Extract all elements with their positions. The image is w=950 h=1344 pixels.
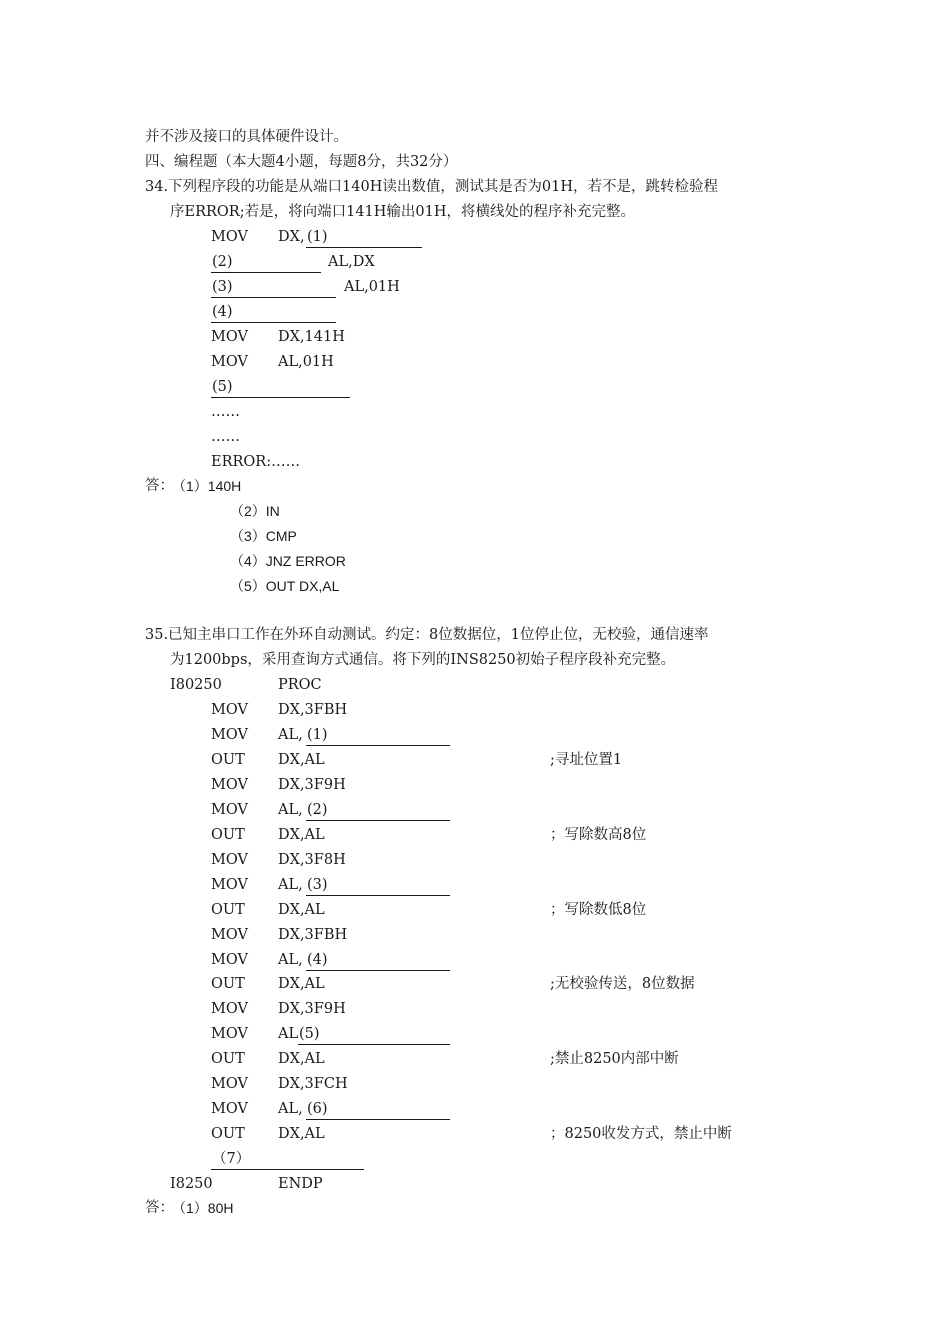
code-op: MOV xyxy=(211,727,248,743)
answer-blank[interactable]: (2) xyxy=(306,800,450,821)
endp-keyword: ENDP xyxy=(278,1176,323,1192)
code-op: MOV xyxy=(211,1076,248,1092)
code-comment: ;禁止8250内部中断 xyxy=(550,1051,679,1067)
code-op: MOV xyxy=(211,952,248,968)
code-error-label: ERROR:…… xyxy=(211,454,301,470)
code-op: MOV xyxy=(211,329,248,345)
q34-answer-5: （5）OUT DX,AL xyxy=(230,578,340,594)
answer-blank[interactable]: (5) xyxy=(211,377,350,398)
answer-blank[interactable]: (3) xyxy=(211,277,336,298)
code-arg: AL, xyxy=(278,877,303,893)
code-op: OUT xyxy=(211,902,245,918)
answer-blank[interactable]: (1) xyxy=(306,725,450,746)
code-arg: AL, xyxy=(278,1101,303,1117)
code-arg: DX,3F9H xyxy=(278,777,346,793)
q34-text-line1: 34.下列程序段的功能是从端口140H读出数值，测试其是否为01H，若不是，跳转检验程 xyxy=(145,179,718,195)
code-op: MOV xyxy=(211,229,248,245)
code-arg: AL,01H xyxy=(344,279,400,295)
code-op: MOV xyxy=(211,354,248,370)
code-arg: AL, xyxy=(278,727,303,743)
code-ellipsis: …… xyxy=(211,429,240,445)
answer-blank[interactable]: (5) xyxy=(298,1024,450,1045)
code-arg: DX,3F9H xyxy=(278,1001,346,1017)
code-arg: AL,01H xyxy=(278,354,334,370)
code-comment: ；写除数低8位 xyxy=(550,902,647,918)
answer-blank[interactable]: (4) xyxy=(306,950,450,971)
code-op: MOV xyxy=(211,927,248,943)
code-op: OUT xyxy=(211,827,245,843)
intro-line: 并不涉及接口的具体硬件设计。 xyxy=(145,129,348,145)
code-comment: ;无校验传送，8位数据 xyxy=(550,976,695,992)
q34-answer-2: （2）IN xyxy=(230,503,280,519)
code-op: MOV xyxy=(211,1001,248,1017)
code-op: MOV xyxy=(211,877,248,893)
code-arg: DX,AL xyxy=(278,902,325,918)
answer-blank[interactable]: （7） xyxy=(211,1149,364,1170)
answer-blank[interactable]: (3) xyxy=(306,875,450,896)
code-comment: ；8250收发方式，禁止中断 xyxy=(550,1126,732,1142)
code-op: MOV xyxy=(211,1026,248,1042)
code-op: MOV xyxy=(211,702,248,718)
q35-text-line1: 35.已知主串口工作在外环自动测试。约定：8位数据位，1位停止位，无校验，通信速率 xyxy=(145,627,709,643)
code-op: OUT xyxy=(211,1051,245,1067)
code-arg: DX,141H xyxy=(278,329,345,345)
q35-text-line2: 为1200bps，采用查询方式通信。将下列的INS8250初始子程序段补充完整。 xyxy=(170,652,676,668)
answer-blank[interactable]: (1) xyxy=(306,227,422,248)
code-arg: AL, xyxy=(278,952,303,968)
code-op: OUT xyxy=(211,1126,245,1142)
q34-answer-label: 答： xyxy=(145,478,174,494)
code-arg: AL,DX xyxy=(328,254,375,270)
code-arg: DX,3F8H xyxy=(278,852,346,868)
code-op: MOV xyxy=(211,802,248,818)
code-ellipsis: …… xyxy=(211,404,240,420)
q35-answer-1: （1）80H xyxy=(172,1200,234,1216)
code-arg: DX, xyxy=(278,229,305,245)
section-heading: 四、编程题（本大题4小题，每题8分，共32分） xyxy=(145,154,458,170)
code-arg: DX,AL xyxy=(278,1051,325,1067)
proc-name: I80250 xyxy=(170,677,222,693)
code-arg: AL xyxy=(278,1026,299,1042)
answer-blank[interactable]: (2) xyxy=(211,252,321,273)
code-arg: DX,3FBH xyxy=(278,702,348,718)
code-arg: DX,AL xyxy=(278,1126,325,1142)
answer-blank[interactable]: (6) xyxy=(306,1099,450,1120)
q35-answer-label: 答： xyxy=(145,1200,174,1216)
q34-answer-1: （1）140H xyxy=(172,478,242,494)
proc-keyword: PROC xyxy=(278,677,322,693)
code-op: MOV xyxy=(211,1101,248,1117)
code-arg: AL, xyxy=(278,802,303,818)
q34-answer-3: （3）CMP xyxy=(230,528,297,544)
code-comment: ；写除数高8位 xyxy=(550,827,647,843)
code-op: MOV xyxy=(211,852,248,868)
code-arg: DX,3FCH xyxy=(278,1076,348,1092)
code-arg: DX,AL xyxy=(278,752,325,768)
q34-text-line2: 序ERROR;若是，将向端口141H输出01H，将横线处的程序补充完整。 xyxy=(170,204,636,220)
code-arg: DX,3FBH xyxy=(278,927,348,943)
endp-name: I8250 xyxy=(170,1176,213,1192)
q34-answer-4: （4）JNZ ERROR xyxy=(230,553,346,569)
code-arg: DX,AL xyxy=(278,976,325,992)
code-op: OUT xyxy=(211,752,245,768)
code-comment: ;寻址位置1 xyxy=(550,752,623,768)
code-op: MOV xyxy=(211,777,248,793)
answer-blank[interactable]: (4) xyxy=(211,302,336,323)
code-op: OUT xyxy=(211,976,245,992)
code-arg: DX,AL xyxy=(278,827,325,843)
